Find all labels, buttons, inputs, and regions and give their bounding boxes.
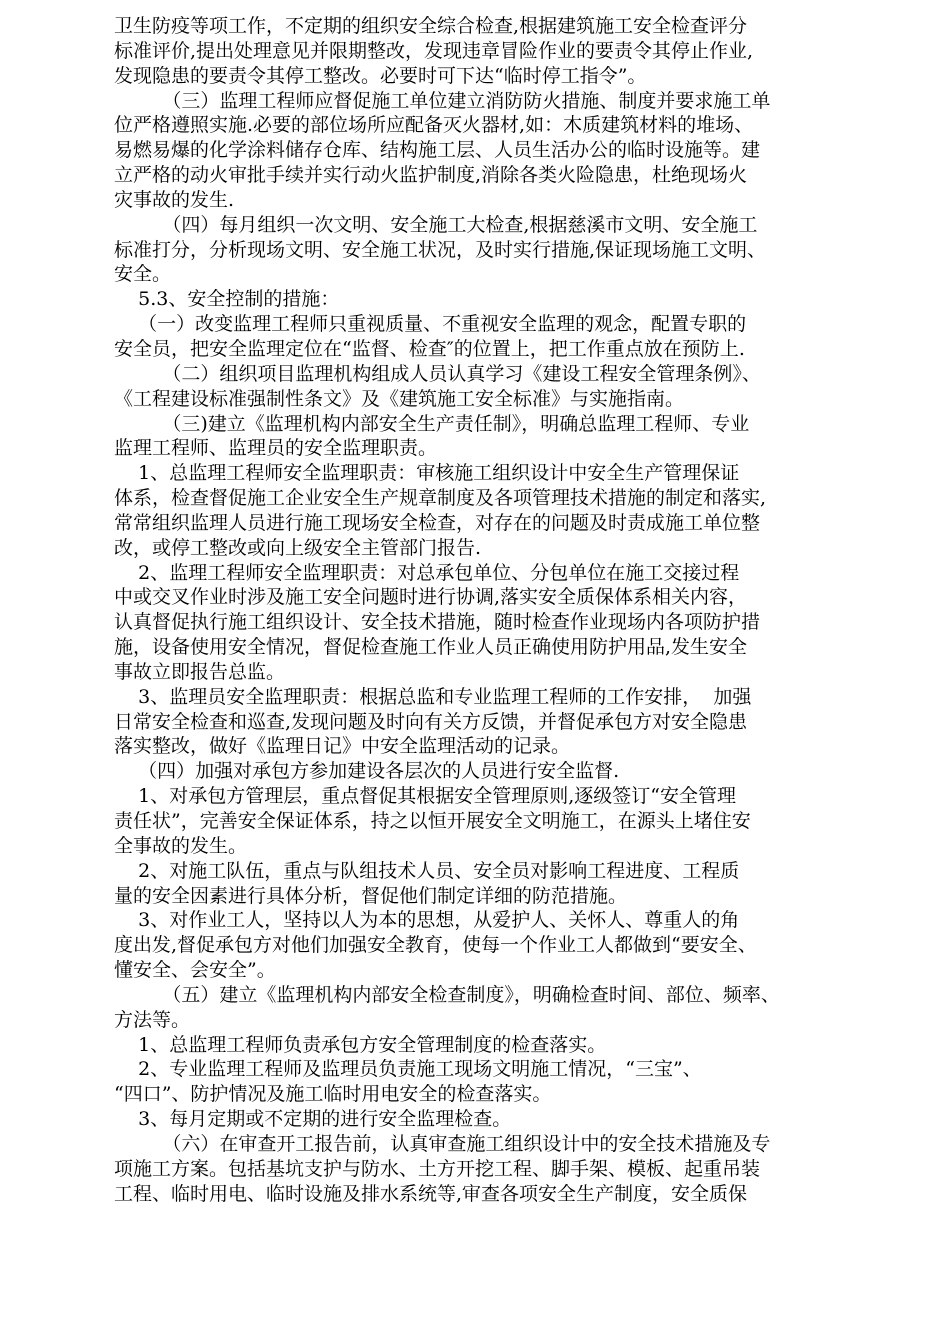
text-line: 度出发,督促承包方对他们加强安全教育，使每一个作业工人都做到“要安全、 bbox=[114, 934, 757, 957]
text-line: 安全员，把安全监理定位在“监督、检查″的位置上，把工作重点放在预防上. bbox=[114, 337, 745, 360]
text-line: （一）改变监理工程师只重视质量、不重视安全监理的观念，配置专职的 bbox=[114, 313, 747, 336]
text-line: 日常安全检查和巡查,发现问题及时向有关方反馈，并督促承包方对安全隐患 bbox=[114, 710, 748, 733]
text-line: 2、专业监理工程师及监理员负责施工现场文明施工情况，“三宝”、 bbox=[114, 1058, 702, 1081]
text-line: 常常组织监理人员进行施工现场安全检查，对存在的问题及时责成施工单位整 bbox=[114, 511, 761, 534]
text-line: 易燃易爆的化学涂料储存仓库、结构施工层、人员生活办公的临时设施等。建 bbox=[114, 139, 761, 162]
text-line: 3、每月定期或不定期的进行安全监理检查。 bbox=[114, 1108, 512, 1131]
text-line: 落实整改，做好《监理日记》中安全监理活动的记录。 bbox=[114, 735, 571, 758]
text-line: 标准评价,提出处理意见并限期整改，发现违章冒险作业的要责令其停止作业, bbox=[114, 39, 754, 62]
text-line: （五）建立《监理机构内部安全检查制度》，明确检查时间、部位、频率、 bbox=[114, 983, 780, 1006]
text-line: （四）加强对承包方参加建设各层次的人员进行安全监督. bbox=[114, 760, 620, 783]
text-line: 体系，检查督促施工企业安全生产规章制度及各项管理技术措施的制定和落实, bbox=[114, 487, 767, 510]
text-line: （二）组织项目监理机构组成人员认真学习《建设工程安全管理条例》、 bbox=[114, 362, 761, 385]
text-line: 2、对施工队伍，重点与队组技术人员、安全员对影响工程进度、工程质 bbox=[114, 859, 740, 882]
text-line: （六）在审查开工报告前，认真审查施工组织设计中的安全技术措施及专 bbox=[114, 1132, 771, 1155]
text-line: “四口”、防护情况及施工临时用电安全的检查落实。 bbox=[114, 1083, 552, 1106]
text-line: 施，设备使用安全情况，督促检查施工作业人员正确使用防护用品,发生安全 bbox=[114, 636, 748, 659]
text-line: 工程、临时用电、临时设施及排水系统等,审查各项安全生产制度，安全质保 bbox=[114, 1182, 748, 1205]
text-line: 改，或停工整改或向上级安全主管部门报告. bbox=[114, 536, 482, 559]
text-line: 卫生防疫等项工作，不定期的组织安全综合检查,根据建筑施工安全检查评分 bbox=[114, 15, 748, 37]
text-line: 事故立即报告总监。 bbox=[114, 660, 286, 683]
text-line: 监理工程师、监理员的安全监理职责。 bbox=[114, 437, 438, 460]
text-line: 《工程建设标准强制性条文》及《建筑施工安全标准》与实施指南。 bbox=[114, 387, 685, 410]
text-line: 立严格的动火审批手续并实行动火监护制度,消除各类火险隐患，杜绝现场火 bbox=[114, 164, 748, 187]
text-line: 灾事故的发生. bbox=[114, 188, 235, 211]
text-line: 1、总监理工程师安全监理职责：审核施工组织设计中安全生产管理保证 bbox=[114, 462, 740, 485]
text-line: 1、对承包方管理层，重点督促其根据安全管理原则,逐级签订“安全管理 bbox=[114, 785, 737, 808]
body-text bbox=[114, 14, 874, 1207]
text-line: 责任状”，完善安全保证体系，持之以恒开展安全文明施工，在源头上堵住安 bbox=[114, 810, 751, 832]
text-line: 3、监理员安全监理职责：根据总监和专业监理工程师的工作安排， 加强 bbox=[114, 685, 752, 708]
text-line: 全事故的发生。 bbox=[114, 834, 248, 857]
text-line: 认真督促执行施工组织设计、安全技术措施，随时检查作业现场内各项防护措 bbox=[114, 611, 761, 634]
text-line: 中或交叉作业时涉及施工安全问题时进行协调,落实安全质保体系相关内容， bbox=[114, 586, 748, 609]
text-line: 方法等。 bbox=[114, 1008, 191, 1031]
text-line: 懂安全、会安全”。 bbox=[114, 959, 276, 982]
text-line: 3、对作业工人，坚持以人为本的思想，从爱护人、关怀人、尊重人的角 bbox=[114, 909, 740, 932]
text-line: 1、总监理工程师负责承包方安全管理制度的检查落实。 bbox=[114, 1033, 607, 1056]
text-line: 量的安全因素进行具体分析，督促他们制定详细的防范措施。 bbox=[114, 884, 628, 907]
text-line: 发现隐患的要责令其停工整改。必要时可下达“临时停工指令”。 bbox=[114, 64, 647, 87]
text-line: 标准打分，分析现场文明、安全施工状况，及时实行措施,保证现场施工文明、 bbox=[114, 238, 767, 261]
text-line: 2、监理工程师安全监理职责：对总承包单位、分包单位在施工交接过程 bbox=[114, 561, 740, 584]
text-line: 项施工方案。包括基坑支护与防水、土方开挖工程、脚手架、模板、起重吊装 bbox=[114, 1157, 761, 1180]
text-line: （四）每月组织一次文明、安全施工大检查,根据慈溪市文明、安全施工 bbox=[114, 213, 758, 236]
text-line: 位严格遵照实施.必要的部位场所应配备灭火器材,如：木质建筑材料的堆场、 bbox=[114, 114, 754, 137]
text-line: （三)建立《监理机构内部安全生产责任制》，明确总监理工程师、专业 bbox=[114, 412, 750, 435]
text-line: （三）监理工程师应督促施工单位建立消防防火措施、制度并要求施工单 bbox=[114, 89, 771, 112]
text-line: 安全。 bbox=[114, 263, 172, 286]
text-line: 5.3、安全控制的措施： bbox=[114, 288, 340, 311]
